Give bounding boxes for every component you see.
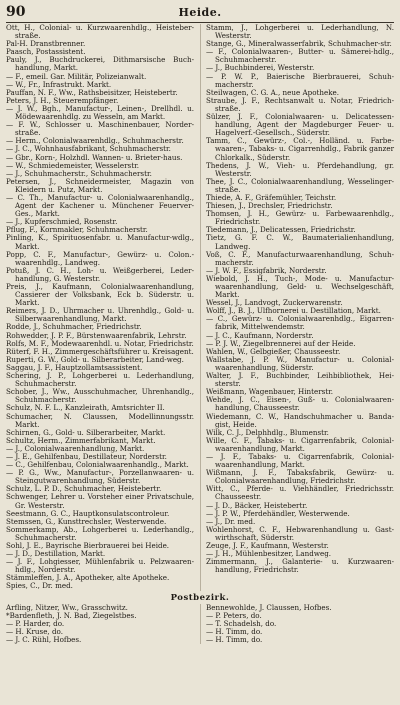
directory-entry: Schultz, Herm., Zimmerfabrikant, Markt.: [6, 435, 156, 445]
directory-entry: Thee, J. C., Colonialwaarenhandlung, Wesselinger-straße.: [206, 176, 394, 194]
page-number: 90: [6, 4, 26, 20]
directory-entry: — H. Kruse, do.: [6, 626, 63, 636]
directory-entry: Ott, H., Colonial- u. Kurzwaarenhdlg., Heisteber-straße.: [6, 23, 194, 41]
directory-entry: Wille, C. F., Tabaks- u. Cigarrenfabrik, Colonial-waarenhandlung, Markt.: [206, 435, 394, 453]
directory-entry: Walter, J. F., Buchbinder, Leihbibliothek, Hei-sterstr.: [206, 371, 394, 389]
section-columns: [6, 604, 394, 644]
directory-entry: — F., emeil. Gar. Militär, Polizeianwalt.: [6, 71, 147, 81]
directory-entry: Wehde, J. C., Eisen-, Guß- u. Colonialwaaren-handlung, Chausseestr.: [206, 395, 394, 413]
directory-entry: Straube, J. F., Rechtsanwalt u. Notar, Friedrich-straße.: [206, 95, 394, 113]
directory-entry: — P. W. P., Baierische Bierbrauerei, Schuh-macherstr.: [206, 71, 394, 89]
directory-entry: Schwenger, Lehrer u. Vorsteher einer Privatschule, Gr. Westerstr.: [6, 492, 194, 510]
section-left-column: [6, 604, 194, 644]
directory-entry: — Gbr., Korn-, Holzhdl. Wannen- u. Brieter-haus.: [6, 152, 183, 162]
directory-entry: — C., Gehilfenbau, Colonialwaarenhandlg., Markt.: [6, 460, 189, 470]
directory-entry: — J. W. F., Essigfabrik, Norderstr.: [206, 265, 327, 275]
directory-entry: — J. H., Mühlenbesitzer, Landweg.: [206, 549, 332, 559]
directory-entry: Thiede, A. F., Gräfemühler, Teichstr.: [206, 192, 337, 202]
directory-entry: Tiedemann, J., Delicatessen, Friedrichstr.: [206, 225, 356, 235]
directory-entry: Tamm, C., Gewürz-, Col.-, Holländ. u. Farbe-waaren-, Tabaks- u. Cigarrenhdlg., Fabrik ganzer Chlorkalk., Süderstr.: [206, 136, 394, 162]
directory-entry: Preis, J., Kaufmann, Colonialwaarenhandlung, Cassierer der Volksbank, Eck b. Süderstr. u. Markt.: [6, 282, 194, 308]
main-columns: [6, 24, 394, 591]
directory-entry: Sülzer, J. F., Colonialwaaren- u. Delicatessen-handlung, Agent der Magdeburger Feuer- u. Hagelverf.-Gesellsch., Süderstr.: [206, 112, 394, 138]
directory-entry: Rolfs, M. F., Modewaarenhdl. u. Notar, Friedrichstr.: [6, 338, 194, 348]
page-header: [6, 4, 394, 20]
directory-entry: Spies, C., Dr. med.: [6, 581, 73, 591]
section-title: Postbezirk.: [170, 592, 230, 603]
directory-entry: Thomsen, J. H., Gewürz- u. Farbewaarenhdlg., Friedrichstr.: [206, 209, 394, 227]
directory-entry: — J., Colonialwaarenhandlung, Markt.: [6, 443, 145, 453]
directory-entry: Sommerkamp, Ab., Lohgerberei u. Lederhandlg., Schuhmacherstr.: [6, 524, 194, 542]
directory-entry: — T. Schadelsh, do.: [206, 618, 277, 628]
directory-entry: — P. Harder, do.: [6, 618, 65, 628]
directory-entry: Stemssen, G., Kunsttrechsler, Westerwende.: [6, 516, 167, 526]
directory-entry: Thiesen, J., Drechsler, Friedrichstr.: [206, 201, 333, 211]
directory-entry: — J. F., Tabaks- u. Cigarrenfabrik, Colonial-waarenhandlung, Markt.: [206, 451, 394, 470]
directory-entry: — J. C., Kaufmann, Norderstr.: [206, 330, 314, 340]
directory-entry: — J. C., Wohnhausfabrikant, Schuhmacherstr.: [6, 144, 171, 154]
directory-entry: Wessel, J., Landvogt, Zuckerwarenstr.: [206, 298, 343, 308]
directory-entry: Paasch, Postassistent.: [6, 47, 86, 57]
directory-entry: — J., Kupferschmied, Rosenstr.: [6, 217, 118, 227]
directory-entry: — J. D., Destillation, Markt.: [6, 549, 106, 559]
directory-entry: Voß, C. F., Manufacturwaarenhandlung, Schuh-macherstr.: [206, 249, 394, 267]
directory-entry: Weißmann, Wagenbauer, Hinterstr.: [206, 387, 334, 397]
directory-entry: Stange, G., Mineralwasserfabrik, Schuhmacher-str.: [206, 39, 392, 49]
directory-entry: Wolff, J., B. J., Ulfhornerei u. Destillation, Markt.: [206, 306, 381, 316]
directory-entry: Steilwagen, C. G. A., neue Apotheke.: [206, 87, 340, 97]
directory-entry: Zimmermann, J., Galanterie- u. Kurzwaaren-handlung, Friedrichstr.: [206, 557, 394, 575]
directory-entry: Thedens, J. W., Vieh- u. Pferdehandlung, gr. Westerstr.: [206, 160, 394, 178]
directory-entry: *Bardenfleth, J. N. Bad, Ziegelstbes.: [6, 610, 137, 620]
directory-entry: — J., Dr. med.: [206, 516, 256, 526]
directory-entry: — J. W., Bgh., Manufactur-, Leinen-, Drellhdl. u. Mödewaarenhdlg. zu Wesseln, am Markt.: [6, 103, 194, 122]
directory-entry: — W., Schmiedemeister, Wesselerstr.: [6, 160, 139, 170]
directory-entry: Pinling, K., Spirituosenfabr. u. Manufactur-wdlg., Markt.: [6, 233, 194, 251]
directory-entry: — J. P. W., Pferdehändler, Westerwende.: [206, 508, 350, 518]
directory-entry: Reimers, J. D., Uhrmacher u. Uhrenhdlg., Gold- u. Silberwaarenhandlung, Markt.: [6, 306, 194, 324]
directory-entry: — J. C. Rühl, Hofbes.: [6, 634, 82, 644]
directory-entry: Wißmann, J. F., Tabaksfabrik, Gewürz- u. Colonialwaarenhandlung, Friedrichstr.: [206, 468, 394, 486]
directory-entry: — H. Timm, do.: [206, 634, 263, 644]
directory-entry: Schumacher, N. Claussen, Modellinnungsstr. Markt.: [6, 411, 194, 429]
directory-entry: — J. E., Gehilfenbau, Destillateur, Norderstr.: [6, 451, 167, 461]
directory-entry: Schober, J., Ww., Ausschuhmacher, Uhrenhandlg., Schuhmacherstr.: [6, 387, 194, 405]
directory-entry: Popp, C. F., Manufactur-, Gewürz- u. Colon.-waarenhdlg., Landweg.: [6, 249, 194, 267]
running-head: Heide.: [178, 6, 222, 19]
directory-entry: Wiebold, J. H., Tuch-, Mode- u. Manufactur-waarenhandlung, Geld- u. Wechselgeschäft, Markt.: [206, 273, 394, 300]
directory-entry: Wiedemann, C. W., Handschuhmacher u. Banda-gist, Heide.: [206, 411, 394, 429]
directory-entry: Pflug, F., Kornmakler, Schuhmacherstr.: [6, 225, 148, 235]
directory-entry: Rodde, J., Schuhmacher, Friedrichstr.: [6, 322, 142, 332]
directory-entry: Schirnen, G., Gold- u. Silberarbeiter, Markt.: [6, 427, 166, 437]
directory-entry: Witt, C., Pferde- u. Viehhändler, Friedrichsstr. Chausseestr.: [206, 484, 394, 502]
left-column: [6, 24, 194, 591]
directory-entry: Wohlenhorst, C. F., Hebwarenhandlung u. Gast-wirthschaft, Süderstr.: [206, 524, 394, 542]
directory-entry: — H. Timm, do.: [206, 626, 263, 636]
directory-entry: Tietz, G. F. C. W., Baumaterialienhandlung, Landweg.: [206, 233, 394, 251]
directory-entry: Sohl, J. E., Bayrische Bierbrauerei bei Heide.: [6, 541, 170, 550]
directory-entry: Rohwedder, J. P. F., Bürstenwaarenfabrik, Lehrstr.: [6, 330, 187, 340]
directory-entry: Peters, J. H., Steuerempfänger.: [6, 95, 119, 105]
directory-entry: — W., Fr., Infrastrukt. Markt.: [6, 79, 112, 89]
directory-entry: — F., Colonialwaaren-, Butter- u. Sämerei-hdlg., Schuhmacherstr.: [206, 47, 394, 65]
directory-entry: Pal-H. Dranstbrenner.: [6, 39, 86, 49]
directory-entry: — C., Gewürz- u. Colonialwaarenhdlg., Eigarren-fabrik, Mittelwendemstr.: [206, 314, 394, 332]
right-column: [200, 24, 394, 591]
directory-entry: Wahlen, W., Gelbgießer, Chausseestr.: [206, 346, 341, 356]
directory-entry: Wallstabe, J. P. W., Manufactur- u. Colonial-waarenhandlung, Süderstr.: [206, 354, 394, 372]
directory-entry: Stämmleffen, J. A., Apotheker, alte Apotheke.: [6, 573, 170, 583]
directory-entry: Pauffan, N. F., Ww., Rathsbeisitzer, Heistebertr.: [6, 87, 178, 97]
directory-entry: — J., Schuhmacherstr., Schuhmacherstr.: [6, 168, 152, 178]
directory-entry: Arfling, Nitzer, Ww., Grasschwitz.: [6, 602, 128, 612]
directory-entry: — J. D., Bäcker, Heistebertr.: [206, 500, 308, 510]
directory-entry: — P. Peters, do.: [206, 610, 262, 620]
directory-entry: Schulz, L. P. D., Schuhmacher, Heistebertr.: [6, 484, 162, 494]
directory-entry: Bennewohlde, J. Claussen, Hofbes.: [206, 602, 332, 612]
directory-entry: Ruperti, G. W., Gold- u. Silberarbeiter, Land-weg.: [6, 354, 184, 364]
directory-entry: Stamm, J., Lohgerberei u. Lederhandlung, N. Westerstr.: [206, 23, 394, 41]
directory-entry: — Herm., Colonialwaarenhdlg., Schuhmacherstr.: [6, 136, 184, 146]
directory-entry: — P. J. W., Ziegelbrennerei auf der Heide.: [206, 338, 356, 348]
directory-entry: — F. W., Schlosser u. Maschinenbauer, Norder-straße.: [6, 120, 194, 138]
directory-entry: Petersen, J., Schneidermeister, Magazin von Kleidern u. Putz, Markt.: [6, 176, 194, 194]
directory-entry: Schering, J. P., Lohgerberei u. Lederhandlung, Schuhmacherstr.: [6, 371, 194, 389]
directory-entry: — J. F., Lohgiesser, Mühlenfabrik u. Pelzwaaren-hdlg., Norderstr.: [6, 557, 194, 575]
directory-entry: Wilk, C. J., Delphhdlg., Blumenstr.: [206, 427, 329, 437]
directory-entry: Zeuge, J. F., Kaufmann, Westerstr.: [206, 541, 329, 550]
directory-entry: Pauly, J., Buchdruckerei, Dithmarsische Buch-handlung, Markt.: [6, 55, 194, 73]
directory-entry: Saggau, J. F., Hauptzollamtsassistent.: [6, 362, 143, 372]
directory-entry: — P. G., Ww., Manufactur-, Porzellanwaaren- u. Steingutwarenhandlung, Süderstr.: [6, 468, 194, 486]
directory-entry: Potuß, J. C. H., Loh- u. Weißgerberei, Leder-handlung, G. Westerstr.: [6, 265, 194, 283]
directory-entry: Seestmann, G. C., Hauptkonsulatscontroleur.: [6, 508, 170, 518]
directory-entry: Rüterf, F. H., Zimmergeschäftsführer u. Kreisagent.: [6, 346, 194, 356]
directory-entry: — J., Buchbinderei, Westerstr.: [206, 63, 315, 73]
directory-entry: — C. Th., Manufactur- u. Colonialwaarenhandlg., Agent der Kachener u. Münchener Feuerver-Ges., Markt.: [6, 192, 194, 219]
section-right-column: [200, 604, 394, 644]
directory-entry: Schulz, N. F. L., Kanzleirath, Amtsrichter II.: [6, 403, 165, 413]
